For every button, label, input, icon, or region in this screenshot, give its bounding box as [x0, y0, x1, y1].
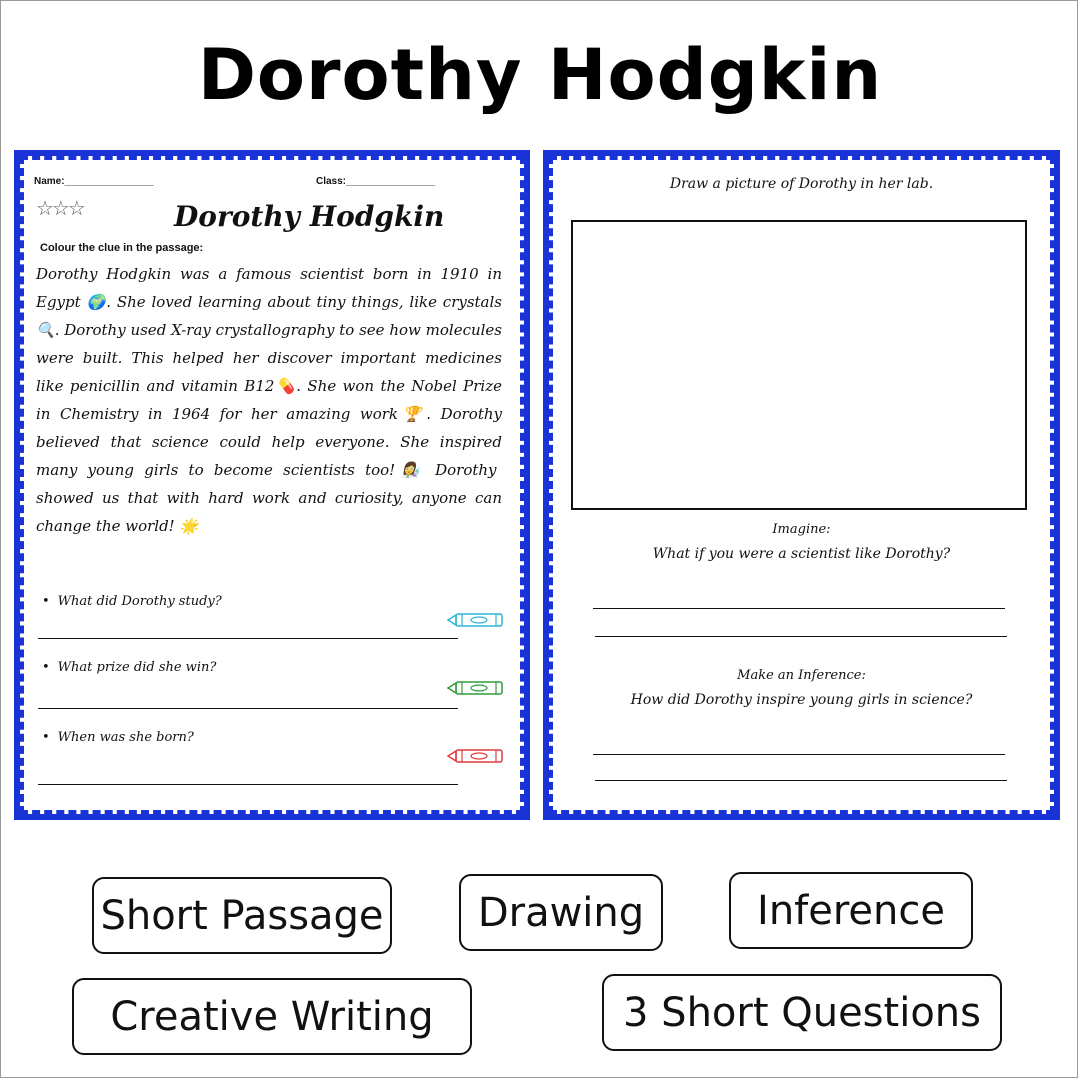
inference-question: How did Dorothy inspire young girls in science?	[630, 692, 973, 708]
tag-short-passage: Short Passage	[92, 877, 392, 954]
worksheet-title: Dorothy Hodgkin	[174, 200, 445, 233]
inference-answer-line-2	[595, 780, 1007, 781]
rating-stars-icon: ☆☆☆	[36, 198, 84, 220]
inference-heading: Make an Inference:	[737, 668, 866, 683]
answer-line-1	[38, 638, 458, 639]
inference-answer-line-1	[593, 754, 1005, 755]
name-field-label: Name:________________	[34, 176, 154, 187]
tag-drawing: Drawing	[459, 874, 663, 951]
activity-page-inner	[549, 156, 1054, 814]
tag-inference: Inference	[729, 872, 973, 949]
answer-line-2	[38, 708, 458, 709]
worksheet-page-inner	[20, 156, 524, 814]
reading-passage: Dorothy Hodgkin was a famous scientist born in 1910 in Egypt 🌍. She loved learning about tiny things, like crystals🔍. Dorothy used X-ray crystallography to see how molecules were built. This helped her discover important medicines like penicillin and vitamin B12💊. She won the Nobel Prize in Chemistry in 1964 for her amazing work🏆. Dorothy believed that science could help everyone. She inspired many young girls to become scientists too!👩‍🔬 Dorothy showed us that with hard work and curiosity, anyone can change the world! 🌟	[36, 265, 502, 535]
crayon-blue-icon	[446, 612, 506, 628]
tag-3-short-questions: 3 Short Questions	[602, 974, 1002, 1051]
imagine-heading: Imagine:	[772, 522, 831, 537]
class-field-label: Class:________________	[316, 176, 435, 187]
imagine-answer-line-1	[593, 608, 1005, 609]
imagine-answer-line-2	[595, 636, 1007, 637]
tag-creative-writing: Creative Writing	[72, 978, 472, 1055]
draw-prompt: Draw a picture of Dorothy in her lab.	[669, 176, 934, 192]
activity-page-preview	[543, 150, 1060, 820]
question-1: • What did Dorothy study?	[42, 594, 222, 609]
question-2: • What prize did she win?	[42, 660, 216, 675]
page-title: Dorothy Hodgkin	[197, 34, 883, 116]
drawing-box	[571, 220, 1027, 510]
crayon-red-icon	[446, 748, 506, 764]
crayon-green-icon	[446, 680, 506, 696]
worksheet-instruction: Colour the clue in the passage:	[40, 242, 204, 254]
imagine-question: What if you were a scientist like Dorothy?	[652, 546, 951, 562]
question-3: • When was she born?	[42, 730, 194, 745]
answer-line-3	[38, 784, 458, 785]
worksheet-page-preview	[14, 150, 530, 820]
